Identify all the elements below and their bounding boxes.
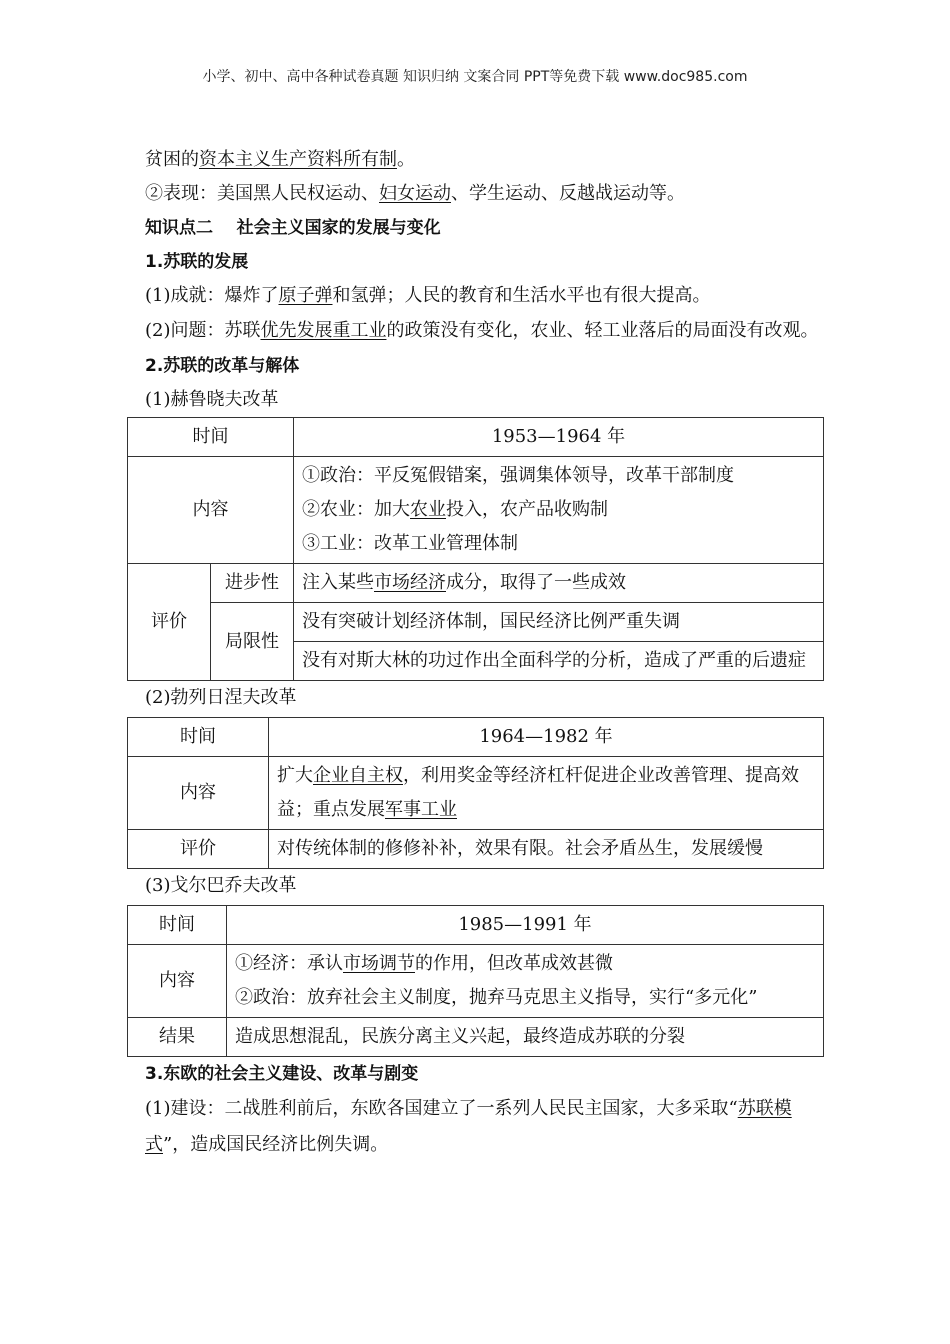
table-cell: 时间 xyxy=(128,906,227,945)
paragraph xyxy=(145,279,825,313)
text: 的政策没有变化，农业、轻工业落后的局面没有改观。 xyxy=(386,320,819,341)
text: ①经济：承认 xyxy=(235,953,343,974)
gorbachev-table xyxy=(127,905,824,1057)
text: ②表现：美国黑人民权运动、 xyxy=(145,183,379,204)
subsection-title: (3)戈尔巴乔夫改革 xyxy=(145,875,297,896)
text: 扩大 xyxy=(277,765,313,786)
text: (1)成就：爆炸了 xyxy=(145,285,279,306)
text: (1)建设：二战胜利前后，东欧各国建立了一系列人民民主国家，大多采取“ xyxy=(145,1098,738,1119)
subsection-heading: 1.苏联的发展 xyxy=(145,252,249,272)
table-cell: 1964—1982 年 xyxy=(269,718,824,757)
text: 和氢弹；人民的教育和生活水平也有很大提高。 xyxy=(332,285,711,306)
table-cell: 1953—1964 年 xyxy=(294,418,824,457)
table-cell: 对传统体制的修修补补，效果有限。社会矛盾丛生，发展缓慢 xyxy=(269,830,824,869)
text: (2)问题：苏联 xyxy=(145,320,261,341)
text: 的作用，但改革成效甚微 xyxy=(415,953,613,974)
underlined-text: 资本主义生产资料所有制 xyxy=(199,149,397,170)
text: 贫困的 xyxy=(145,149,199,170)
subsection-title: (1)赫鲁晓夫改革 xyxy=(145,389,279,410)
subsection-title: (2)勃列日涅夫改革 xyxy=(145,687,297,708)
text: 注入某些 xyxy=(302,572,374,593)
brezhnev-table xyxy=(127,717,824,869)
text: ，利用奖金等经济杠杆促进企业改善管理、提高效益；重点发展 xyxy=(277,765,799,820)
text: ②农业：加大 xyxy=(302,499,410,520)
text xyxy=(235,947,815,981)
table-row xyxy=(128,757,824,830)
table-row xyxy=(128,418,824,457)
document-body xyxy=(145,143,825,1163)
underlined-text: 农业 xyxy=(410,499,446,520)
table-row xyxy=(128,1018,824,1057)
table-cell: 没有对斯大林的功过作出全面科学的分析，造成了严重的后遗症 xyxy=(294,642,824,681)
text: ②政治：放弃社会主义制度，抛弃马克思主义指导，实行“多元化” xyxy=(235,987,758,1008)
table-cell xyxy=(294,564,824,603)
text: 投入，农产品收购制 xyxy=(446,499,608,520)
table-cell: 进步性 xyxy=(211,564,294,603)
table-row xyxy=(128,945,824,1018)
text: 。 xyxy=(397,149,415,170)
paragraph xyxy=(145,143,825,177)
page-header: 小学、初中、高中各种试卷真题 知识归纳 文案合同 PPT等免费下载 www.doc985.com xyxy=(202,69,748,85)
table-cell: 内容 xyxy=(128,457,294,564)
table-cell: 内容 xyxy=(128,945,227,1018)
underlined-text: 市场调节 xyxy=(343,953,415,974)
text: ③工业：改革工业管理体制 xyxy=(302,533,518,554)
paragraph xyxy=(145,177,825,211)
underlined-text: 妇女运动 xyxy=(379,183,451,204)
paragraph xyxy=(145,313,825,349)
table-row xyxy=(128,906,824,945)
underlined-text: 原子弹 xyxy=(278,285,333,306)
table-cell xyxy=(294,457,824,564)
table-cell: 时间 xyxy=(128,418,294,457)
table-cell: 局限性 xyxy=(211,603,294,681)
text: ①政治：平反冤假错案，强调集体领导，改革干部制度 xyxy=(302,465,734,486)
table-row xyxy=(128,830,824,869)
text: ”，造成国民经济比例失调。 xyxy=(163,1134,389,1155)
table-row xyxy=(128,457,824,564)
table-row xyxy=(128,564,824,603)
table-cell: 没有突破计划经济体制，国民经济比例严重失调 xyxy=(294,603,824,642)
underlined-text: 军事工业 xyxy=(385,799,457,820)
text: 、学生运动、反越战运动等。 xyxy=(451,183,685,204)
table-cell: 结果 xyxy=(128,1018,227,1057)
text: 成分，取得了一些成效 xyxy=(446,572,626,593)
khrushchev-table xyxy=(127,417,824,681)
table-cell: 评价 xyxy=(128,564,211,681)
table-row xyxy=(128,603,824,642)
table-cell: 时间 xyxy=(128,718,269,757)
table-row xyxy=(128,718,824,757)
underlined-text: 企业自主权 xyxy=(313,765,403,786)
subsection-heading: 2.苏联的改革与解体 xyxy=(145,356,300,376)
underlined-text: 优先发展重工业 xyxy=(260,320,387,341)
underlined-text: 苏联模式 xyxy=(145,1098,792,1155)
text xyxy=(302,493,815,527)
table-cell: 造成思想混乱，民族分离主义兴起，最终造成苏联的分裂 xyxy=(227,1018,824,1057)
section-heading: 知识点二 社会主义国家的发展与变化 xyxy=(145,218,441,238)
paragraph xyxy=(145,1091,825,1163)
underlined-text: 市场经济 xyxy=(374,572,446,593)
table-cell: 评价 xyxy=(128,830,269,869)
table-cell xyxy=(227,945,824,1018)
subsection-heading: 3.东欧的社会主义建设、改革与剧变 xyxy=(145,1064,419,1084)
table-cell xyxy=(269,757,824,830)
table-cell: 内容 xyxy=(128,757,269,830)
table-cell: 1985—1991 年 xyxy=(227,906,824,945)
